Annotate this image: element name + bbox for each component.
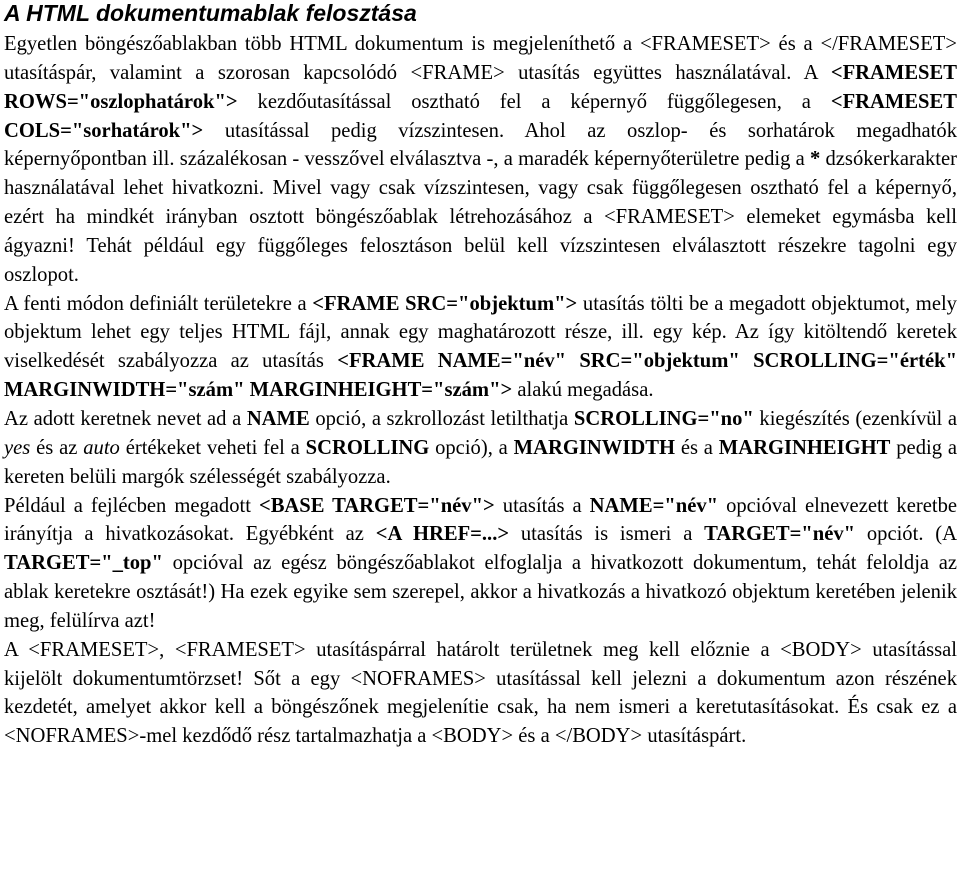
text: opcióval elnevezett keretbe irányítja a hivatkozásokat. Egyébként az <box>4 494 958 546</box>
code-frameset-cols: <FRAMESET COLS="sorhatárok"> <box>4 90 957 142</box>
paragraph-frameset-intro <box>4 30 957 290</box>
text: opciót. (A <box>855 523 957 546</box>
text: és az <box>30 436 84 459</box>
paragraph-target <box>4 492 957 636</box>
value-auto: auto <box>83 436 120 459</box>
text: értékeket veheti fel a <box>119 436 306 459</box>
code-frameset-rows: <FRAMESET ROWS="oszlophatárok"> <box>4 61 957 113</box>
text: dzsókerkarakter használatával lehet hivatkozni. Mivel vagy csak vízszintesen, vagy csak függőlegesen osztható fel a képernyő, ezért ha mindkét irányban osztott böngészőablak létrehozásához a <FRAMESET> elemeket egymásba kell ágyazni! Tehát például egy függőleges felosztáson belül kell vízszintesen elválasztott részekre tagolni egy oszlopot. <box>4 148 957 286</box>
text: utasítás tölti be a megadott objektumot, mely objektum lehet egy teljes HTML fájl, annak egy maghatározott része, ill. egy kép. Az így kitöltendő keretek viselkedését szabályozza az utasítás <box>4 292 957 373</box>
paragraph-noframes <box>4 636 957 751</box>
code-scrolling-no: SCROLLING="no" <box>573 407 754 430</box>
code-marginheight: MARGINHEIGHT <box>718 436 891 459</box>
code-scrolling: SCROLLING <box>305 436 430 459</box>
code-name-attr: NAME="név" <box>589 494 719 517</box>
text: utasítás a <box>494 494 590 517</box>
code-frame-full: <FRAME NAME="név" SRC="objektum" SCROLLING="érték" MARGINWIDTH="szám" MARGINHEIGHT="szám"> <box>4 350 958 402</box>
text: opció), a <box>429 436 514 459</box>
text: utasítással pedig vízszintesen. Ahol az oszlop- és sorhatárok megadhatók képernyőpontban ill. százalékosan - vesszővel elválasztva -, a maradék képernyőterületre pedig a <box>4 119 957 171</box>
text: alakú megadása. <box>512 379 654 402</box>
text: pedig a kereten belüli margók szélességét szabályozza. <box>4 436 957 488</box>
text: Például a fejlécben megadott <box>4 494 259 517</box>
code-name: NAME <box>246 407 310 430</box>
text: opció, a szkrollozást letilthatja <box>309 407 574 430</box>
paragraph-frame-src <box>4 290 957 405</box>
text: Az adott keretnek nevet ad a <box>4 407 247 430</box>
text: opcióval az egész böngészőablakot elfoglalja a hivatkozott dokumentum, tehát feloldja az ablak keretekre osztását!) Ha ezek egyike sem szerepel, akkor a hivatkozás a hivatkozó objektum keretében jelenik meg, felülírva azt! <box>4 552 957 632</box>
page-title: A HTML dokumentumablak felosztása <box>4 0 417 26</box>
paragraph-frame-options <box>4 405 957 492</box>
code-a-href: <A HREF=...> <box>375 523 510 546</box>
code-base-target: <BASE TARGET="név"> <box>258 494 495 517</box>
wildcard-star: * <box>809 148 821 171</box>
code-target-top: TARGET="_top" <box>4 552 163 575</box>
code-target: TARGET="név" <box>704 523 856 546</box>
text: A fenti módon definiált területekre a <box>4 292 313 315</box>
text: A <FRAMESET>, <FRAMESET> utasításpárral határolt területnek meg kell előznie a <BODY> utasítással kijelölt dokumentumtörzset! Sőt a egy <NOFRAMES> utasítással kell jelezni a dokumentum azon részének kezdetét, amelyet akkor kell a böngészőnek megjelenítie csak, ha nem ismeri a keretutasításokat. És csak ez a <NOFRAMES>-mel kezdődő rész tartalmazhatja a <BODY> és a </BODY> utasításpárt. <box>4 638 957 748</box>
text: és a <box>674 436 719 459</box>
text: utasítás is ismeri a <box>509 523 705 546</box>
code-marginwidth: MARGINWIDTH <box>513 436 675 459</box>
code-frame-src: <FRAME SRC="objektum"> <box>312 292 578 315</box>
value-yes: yes <box>4 436 31 459</box>
text: kiegészítés (ezenkívül a <box>753 407 957 430</box>
text: kezdőutasítással osztható fel a képernyő függőlegesen, a <box>237 90 831 113</box>
text: Egyetlen böngészőablakban több HTML dokumentum is megjeleníthető a <FRAMESET> és a </FRAMESET> utasításpár, valamint a szorosan kapcsolódó <FRAME> utasítás együttes használatával. A <box>4 33 957 84</box>
